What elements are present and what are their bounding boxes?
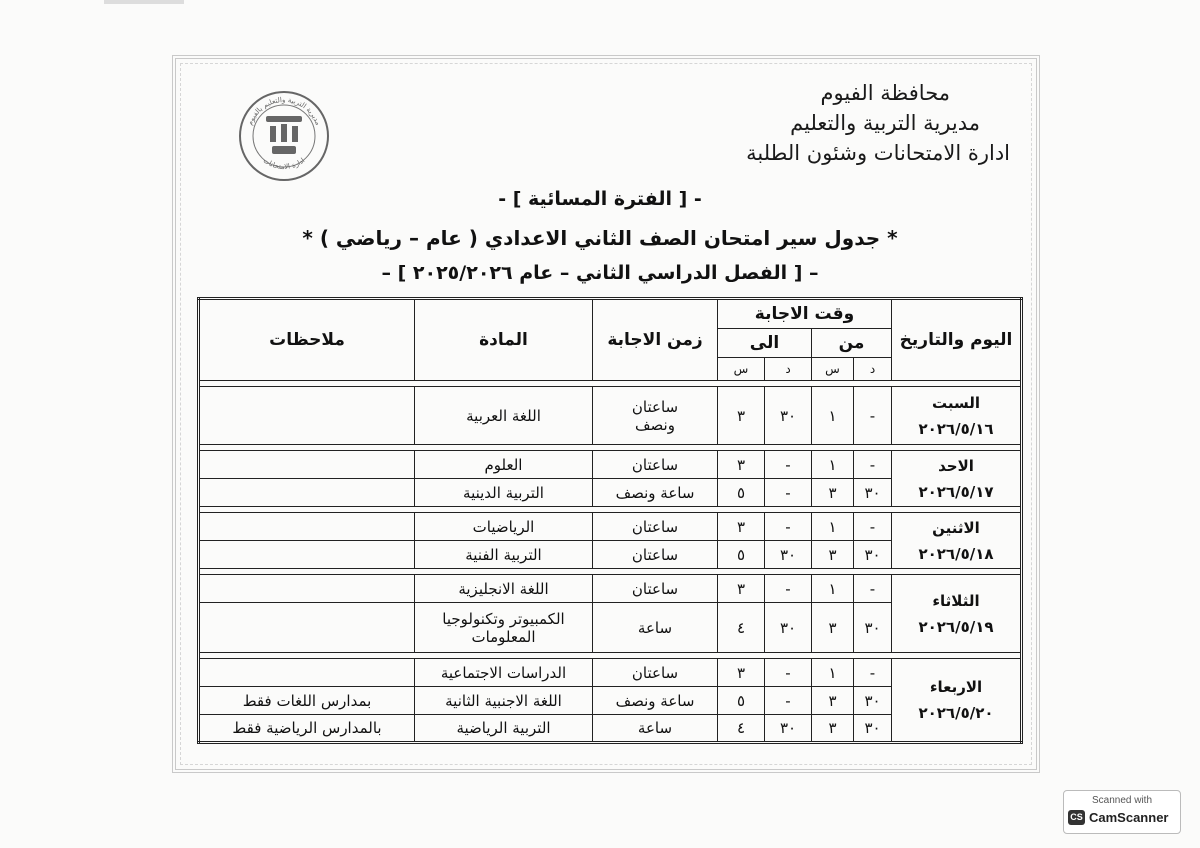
to-minute-cell: - [765, 479, 812, 507]
from-minute-cell: ٣٠ [854, 687, 892, 715]
seal-text-bottom: ادارة الامتحانات [261, 156, 307, 171]
notes-cell [199, 659, 415, 687]
duration-cell: ساعتان [593, 659, 718, 687]
to-minute-cell: ٣٠ [765, 387, 812, 445]
header-to-minute: د [765, 358, 812, 381]
schedule-body [199, 381, 1022, 743]
day-name: الاثنين [932, 518, 980, 537]
table-row [199, 575, 1022, 603]
from-hour-cell: ١ [812, 451, 854, 479]
to-minute-cell: - [765, 513, 812, 541]
day-date-cell [892, 513, 1022, 569]
department-name: ادارة الامتحانات وشئون الطلبة [746, 141, 1010, 165]
from-minute-cell: - [854, 575, 892, 603]
day-date-cell [892, 387, 1022, 445]
from-hour-cell: ٣ [812, 479, 854, 507]
duration-cell: ساعة ونصف [593, 687, 718, 715]
to-hour-cell: ٤ [718, 715, 765, 743]
day-name: الاربعاء [929, 678, 983, 696]
to-hour-cell: ٣ [718, 387, 765, 445]
header-from-hour: س [812, 358, 854, 381]
official-seal [236, 88, 332, 184]
to-hour-cell: ٥ [718, 479, 765, 507]
duration-cell: ساعة [593, 603, 718, 653]
subject-cell: الكمبيوتر وتكنولوجيا المعلومات [415, 603, 593, 653]
table-row [199, 659, 1022, 687]
day-name: السبت [931, 393, 981, 412]
from-hour-cell: ٣ [812, 541, 854, 569]
from-hour-cell: ٣ [812, 687, 854, 715]
scanner-brand: CamScanner [1089, 810, 1169, 825]
from-hour-cell: ١ [812, 513, 854, 541]
from-hour-cell: ٣ [812, 603, 854, 653]
subject-cell: التربية الرياضية [415, 715, 593, 743]
header-subject: المادة [415, 299, 593, 381]
from-minute-cell: ٣٠ [854, 541, 892, 569]
exam-date: ٢٠٢٦/٥/١٨ [918, 544, 994, 563]
from-hour-cell: ١ [812, 659, 854, 687]
day-date-cell [892, 575, 1022, 653]
directorate-name: مديرية التربية والتعليم [790, 111, 980, 135]
duration-cell: ساعتان [593, 575, 718, 603]
svg-text:ادارة الامتحانات [262, 157, 307, 171]
subject-cell: الرياضيات [415, 513, 593, 541]
table-row [199, 387, 1022, 445]
day-name: الاحد [938, 456, 974, 475]
term-title: – [ الفصل الدراسي الثاني – عام ٢٠٢٥/٢٠٢٦ ] – [381, 262, 819, 284]
duration-cell: ساعتان [593, 541, 718, 569]
subject-cell: اللغة العربية [415, 387, 593, 445]
notes-cell: بالمدارس الرياضية فقط [199, 715, 415, 743]
camscanner-logo-icon: CS [1068, 810, 1085, 825]
to-hour-cell: ٤ [718, 603, 765, 653]
duration-cell: ساعتان [593, 513, 718, 541]
to-hour-cell: ٣ [718, 513, 765, 541]
to-hour-cell: ٥ [718, 541, 765, 569]
notes-cell [199, 603, 415, 653]
from-minute-cell: ٣٠ [854, 715, 892, 743]
exam-date: ٢٠٢٦/٥/١٩ [918, 617, 994, 636]
session-title: - [ الفترة المسائية ] - [498, 188, 702, 210]
notes-cell [199, 451, 415, 479]
header-answer-time: وقت الاجابة [718, 299, 892, 329]
seal-text-top: مديرية التربية والتعليم بالفيوم [245, 95, 323, 127]
issuer-header [746, 78, 1010, 168]
exam-date: ٢٠٢٦/٥/٢٠ [918, 704, 994, 722]
duration-cell: ساعة [593, 715, 718, 743]
from-minute-cell: - [854, 659, 892, 687]
from-hour-cell: ١ [812, 387, 854, 445]
exam-schedule-table [197, 297, 1023, 744]
scanner-caption: Scanned with [1091, 795, 1153, 806]
from-minute-cell: - [854, 387, 892, 445]
notes-cell [199, 513, 415, 541]
from-minute-cell: ٣٠ [854, 603, 892, 653]
to-minute-cell: ٣٠ [765, 715, 812, 743]
to-hour-cell: ٣ [718, 659, 765, 687]
from-minute-cell: ٣٠ [854, 479, 892, 507]
subject-cell: اللغة الاجنبية الثانية [415, 687, 593, 715]
to-hour-cell: ٣ [718, 451, 765, 479]
to-minute-cell: - [765, 659, 812, 687]
subject-cell: الدراسات الاجتماعية [415, 659, 593, 687]
to-minute-cell: ٣٠ [765, 603, 812, 653]
header-to: الى [718, 329, 812, 358]
schedule-title: * جدول سير امتحان الصف الثاني الاعدادي ( عام – رياضي ) * [302, 226, 898, 250]
from-minute-cell: - [854, 451, 892, 479]
subject-cell: التربية الدينية [415, 479, 593, 507]
to-hour-cell: ٣ [718, 575, 765, 603]
notes-cell [199, 387, 415, 445]
subject-cell: اللغة الانجليزية [415, 575, 593, 603]
to-hour-cell: ٥ [718, 687, 765, 715]
from-hour-cell: ٣ [812, 715, 854, 743]
exam-date: ٢٠٢٦/٥/١٦ [918, 419, 994, 438]
notes-cell [199, 575, 415, 603]
to-minute-cell: ٣٠ [765, 541, 812, 569]
scanner-brand-row [1068, 810, 1168, 825]
to-minute-cell: - [765, 575, 812, 603]
day-date-cell [892, 659, 1022, 743]
notes-cell [199, 479, 415, 507]
duration-cell: ساعة ونصف [593, 479, 718, 507]
scanner-watermark [1063, 790, 1181, 834]
table-row [199, 513, 1022, 541]
subject-cell: العلوم [415, 451, 593, 479]
subject-cell: التربية الفنية [415, 541, 593, 569]
exam-date: ٢٠٢٦/٥/١٧ [918, 482, 994, 501]
header-duration: زمن الاجابة [593, 299, 718, 381]
from-minute-cell: - [854, 513, 892, 541]
notes-cell [199, 541, 415, 569]
duration-cell: ساعتان ونصف [593, 387, 718, 445]
scan-edge-mark [104, 0, 184, 4]
from-hour-cell: ١ [812, 575, 854, 603]
notes-cell: بمدارس اللغات فقط [199, 687, 415, 715]
header-to-hour: س [718, 358, 765, 381]
day-date-cell [892, 451, 1022, 507]
day-name: الثلاثاء [932, 591, 980, 610]
to-minute-cell: - [765, 687, 812, 715]
header-from-minute: د [854, 358, 892, 381]
header-notes: ملاحظات [199, 299, 415, 381]
header-from: من [812, 329, 892, 358]
to-minute-cell: - [765, 451, 812, 479]
duration-cell: ساعتان [593, 451, 718, 479]
table-row [199, 451, 1022, 479]
governorate-name: محافظة الفيوم [820, 81, 950, 105]
header-day-date: اليوم والتاريخ [892, 299, 1022, 381]
